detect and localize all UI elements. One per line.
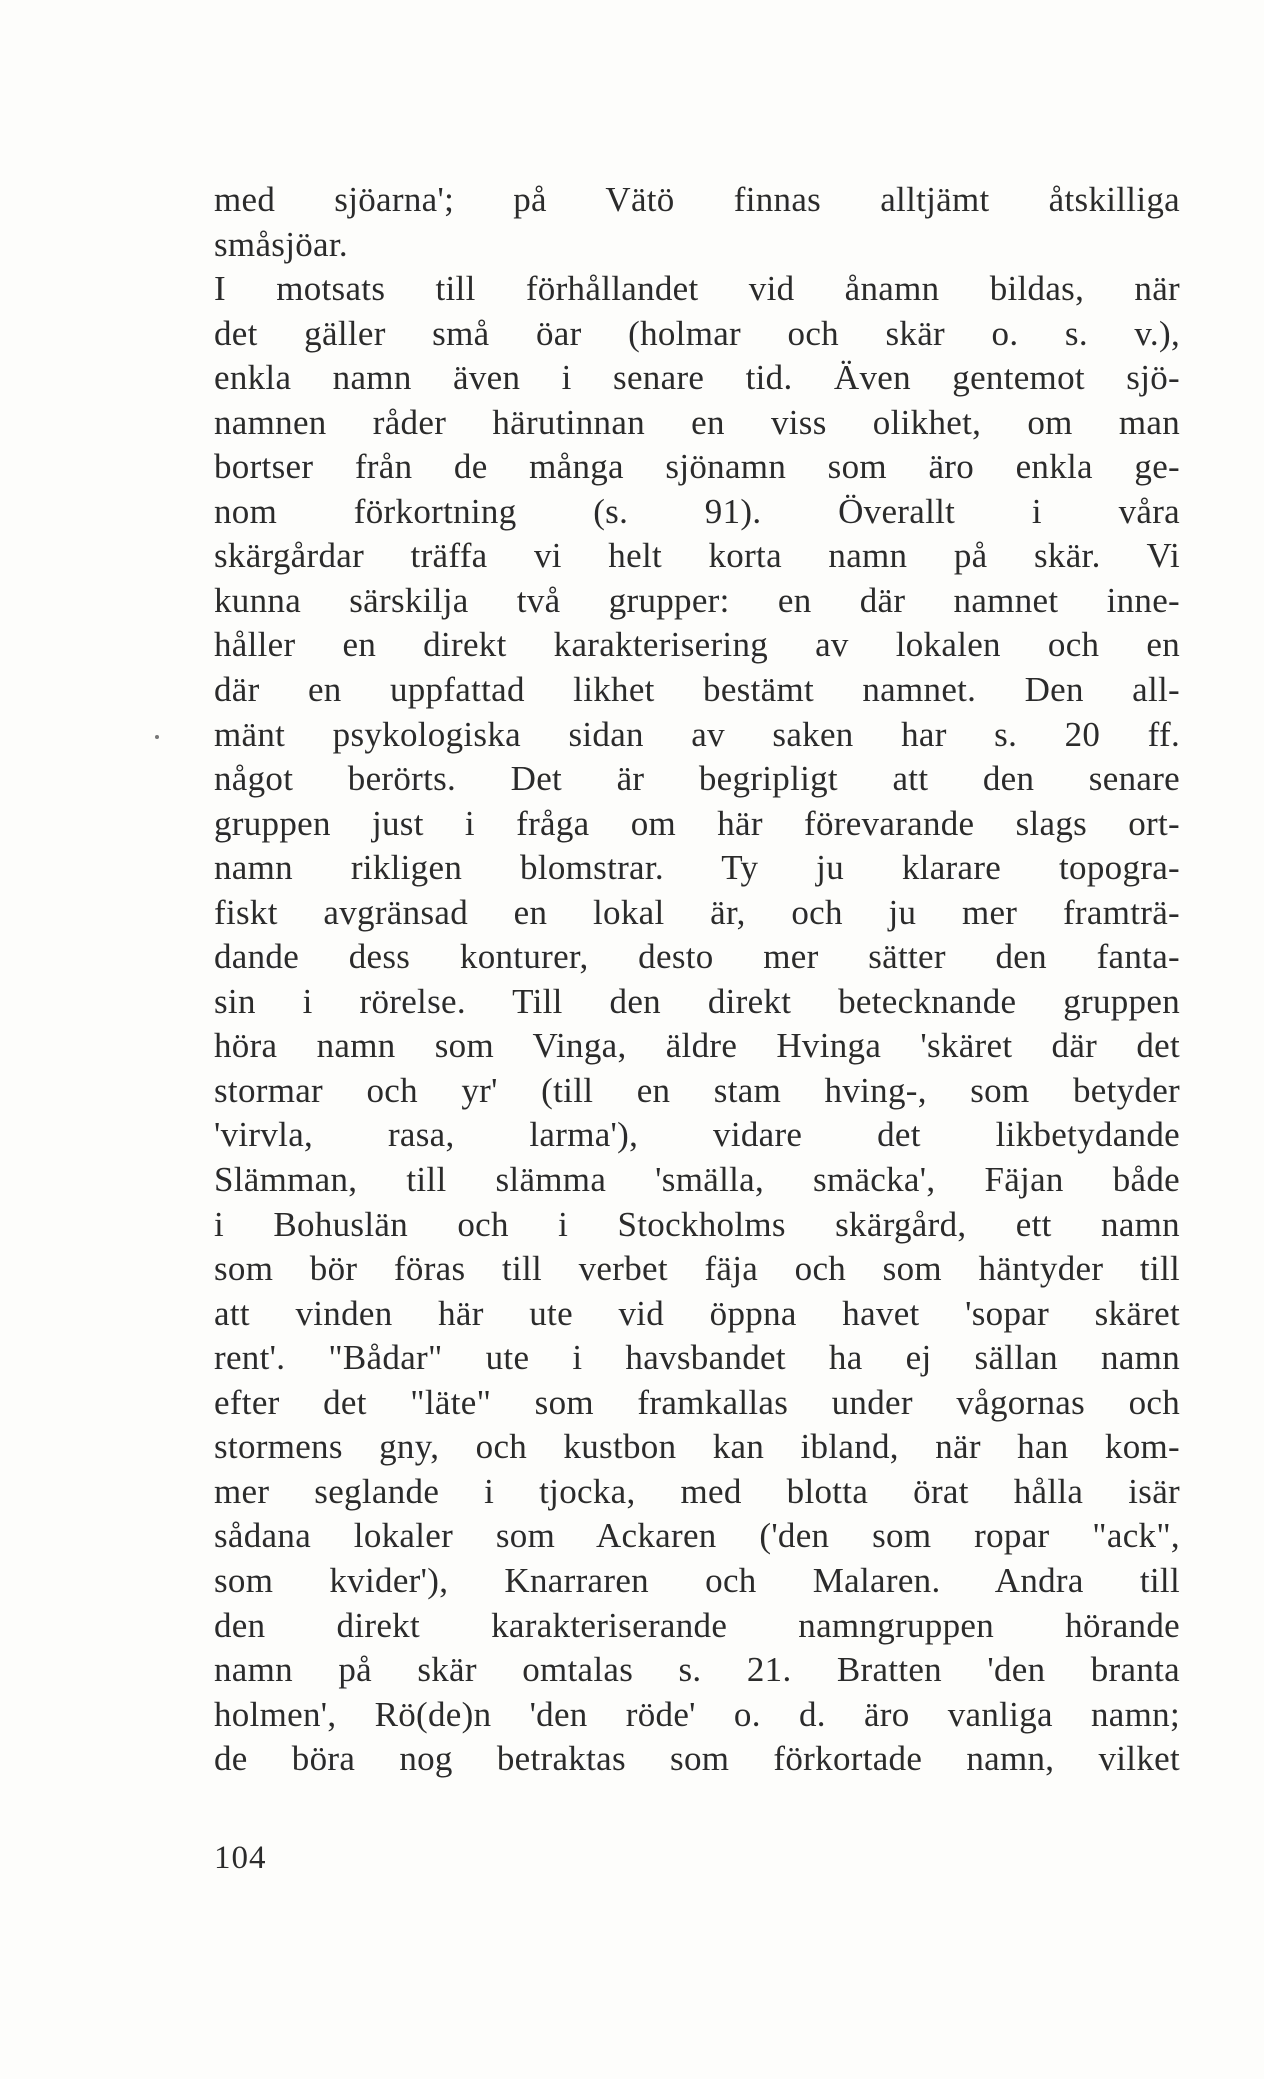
text-line: något berörts. Det är begripligt att den senare bbox=[214, 759, 1180, 799]
text-line: nom förkortning (s. 91). Överallt i våra bbox=[214, 491, 1180, 531]
text-line: sin i rörelse. Till den direkt betecknande gruppen bbox=[214, 981, 1180, 1021]
text-line: småsjöar. bbox=[214, 224, 348, 264]
text-line: med sjöarna'; på Vätö finnas alltjämt åtskilliga bbox=[214, 180, 1180, 219]
text-line: som kvider'), Knarraren och Malaren. Andra till bbox=[214, 1560, 1180, 1600]
text-line: namn på skär omtalas s. 21. Bratten 'den branta bbox=[214, 1650, 1180, 1690]
text-line: I motsats till förhållandet vid ånamn bildas, när bbox=[214, 269, 1180, 309]
text-line: som bör föras till verbet fäja och som häntyder till bbox=[214, 1249, 1180, 1289]
text-line: håller en direkt karakterisering av lokalen och en bbox=[214, 625, 1180, 665]
text-line: 'virvla, rasa, larma'), vidare det likbetydande bbox=[214, 1115, 1180, 1155]
text-line: i Bohuslän och i Stockholms skärgård, ett namn bbox=[214, 1204, 1180, 1244]
text-line: dande dess konturer, desto mer sätter den fanta- bbox=[214, 937, 1180, 977]
text-line: bortser från de många sjönamn som äro enkla ge- bbox=[214, 447, 1180, 487]
text-line: mänt psykologiska sidan av saken har s. 20 ff. bbox=[214, 714, 1180, 754]
text-line: att vinden här ute vid öppna havet 'sopar skäret bbox=[214, 1293, 1180, 1333]
text-line: namnen råder härutinnan en viss olikhet, om man bbox=[214, 402, 1180, 442]
text-line: gruppen just i fråga om här förevarande slags ort- bbox=[214, 803, 1180, 843]
text-line: höra namn som Vinga, äldre Hvinga 'skäret där det bbox=[214, 1026, 1180, 1066]
text-line: mer seglande i tjocka, med blotta örat hålla isär bbox=[214, 1471, 1180, 1511]
text-line: stormens gny, och kustbon kan ibland, när han kom- bbox=[214, 1427, 1180, 1467]
text-line: rent'. "Bådar" ute i havsbandet ha ej sällan namn bbox=[214, 1338, 1180, 1378]
text-line: de böra nog betraktas som förkortade namn, vilket bbox=[214, 1739, 1180, 1779]
text-line: fiskt avgränsad en lokal är, och ju mer framträ- bbox=[214, 892, 1180, 932]
text-line: efter det "läte" som framkallas under vågornas och bbox=[214, 1382, 1180, 1422]
print-speck bbox=[155, 735, 159, 739]
text-line: den direkt karakteriserande namngruppen hörande bbox=[214, 1605, 1180, 1645]
text-line: namn rikligen blomstrar. Ty ju klarare topogra- bbox=[214, 848, 1180, 888]
text-line: holmen', Rö(de)n 'den röde' o. d. äro vanliga namn; bbox=[214, 1694, 1180, 1734]
page-number: 104 bbox=[214, 1840, 267, 1876]
text-line: det gäller små öar (holmar och skär o. s. v.), bbox=[214, 313, 1180, 353]
text-line: kunna särskilja två grupper: en där namnet inne- bbox=[214, 580, 1180, 620]
text-line: sådana lokaler som Ackaren ('den som ropar "ack", bbox=[214, 1516, 1180, 1556]
text-line: Slämman, till slämma 'smälla, smäcka', Fäjan både bbox=[214, 1160, 1180, 1200]
text-line: enkla namn även i senare tid. Även gentemot sjö- bbox=[214, 358, 1180, 398]
text-line: skärgårdar träffa vi helt korta namn på skär. Vi bbox=[214, 536, 1180, 576]
text-line: stormar och yr' (till en stam hving-, som betyder bbox=[214, 1070, 1180, 1110]
body-text bbox=[214, 178, 1180, 1782]
text-line: där en uppfattad likhet bestämt namnet. Den all- bbox=[214, 670, 1180, 710]
